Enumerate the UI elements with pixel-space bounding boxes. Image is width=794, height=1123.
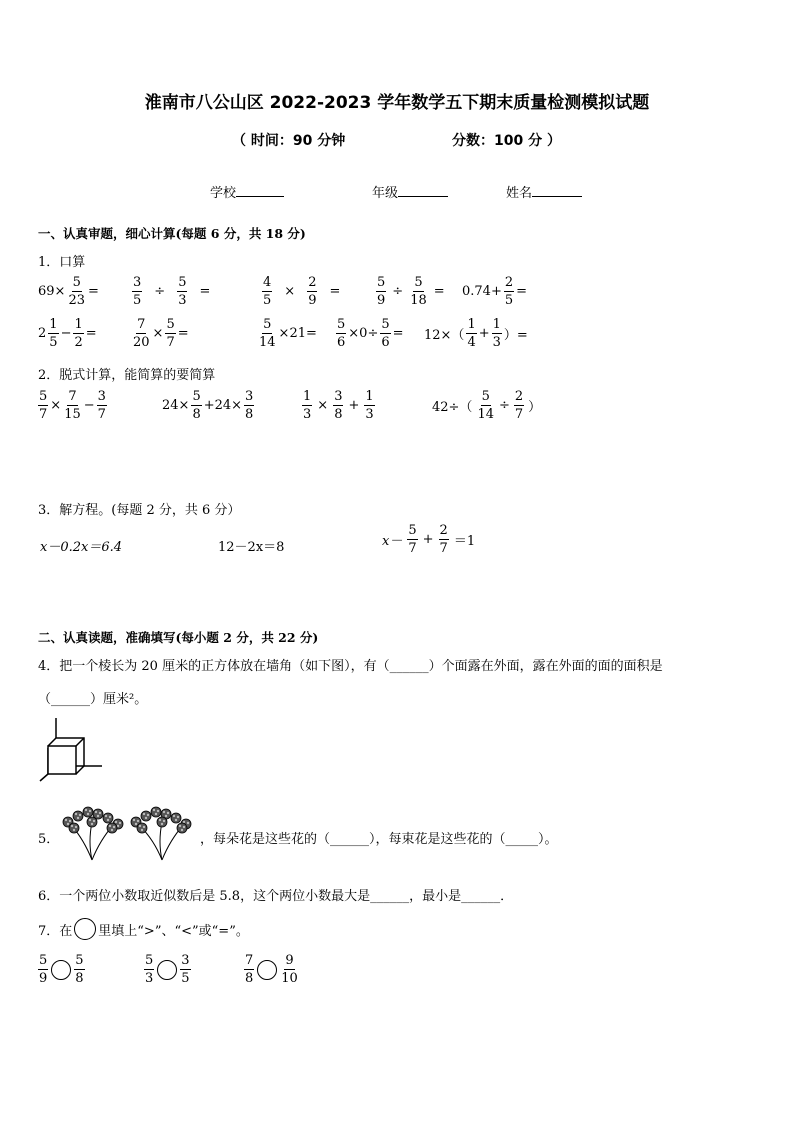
oral-calc-9: $\frac{5}{6}$ ×0÷ $\frac{5}{6}$ =	[337, 317, 404, 350]
answer-circle-2[interactable]	[157, 960, 177, 980]
oral-calc-5: 0.74+ $\frac{2}{5}$ =	[462, 275, 528, 308]
compare-1: $\frac{5}{9}$ $\frac{5}{8}$	[39, 953, 84, 986]
score-label: 分数：100 分 ）	[452, 133, 561, 149]
oral-calc-10: 12×（ $\frac{1}{4}$ + $\frac{1}{3}$ ）=	[424, 317, 528, 350]
equation-2: 12－2x＝8	[218, 540, 285, 555]
q6-text: 6．一个两位小数取近似数后是 5.8，这个两位小数最大是______，最小是______．	[38, 889, 514, 904]
section1-heading: 一、认真审题，细心计算(每题 6 分，共 18 分)	[38, 226, 306, 241]
answer-circle-1[interactable]	[51, 960, 71, 980]
q4-line1: 4．把一个棱长为 20 厘米的正方体放在墙角（如下图），有（______）个面露在外面，露在外面的面的面积是	[38, 659, 663, 674]
oral-calc-4: $\frac{5}{9}$ ÷ $\frac{5}{18}$ =	[377, 275, 445, 308]
equation-1: x－0.2x＝6.4	[40, 540, 123, 555]
step-calc-2: 24× $\frac{5}{8}$ +24× $\frac{3}{8}$	[162, 389, 254, 422]
q1-label: 1．口算	[38, 255, 86, 270]
step-calc-3: $\frac{1}{3}$ × $\frac{3}{8}$ + $\frac{1}{3}$	[303, 389, 374, 422]
oral-calc-8: $\frac{5}{14}$ ×21=	[259, 317, 317, 350]
cube-corner-figure	[36, 718, 106, 782]
compare-2: $\frac{5}{3}$ $\frac{3}{5}$	[145, 953, 190, 986]
oral-calc-2: $\frac{3}{5}$ ÷ $\frac{5}{3}$ =	[133, 275, 211, 308]
oral-calc-3: $\frac{4}{5}$ × $\frac{2}{9}$ =	[263, 275, 341, 308]
q7-label: 7．在 里填上“>”、“<”或“=”。	[38, 918, 249, 940]
step-calc-4: 42÷（ $\frac{5}{14}$ ÷ $\frac{2}{7}$ ）	[432, 389, 542, 422]
oral-calc-7: $\frac{7}{20}$ × $\frac{5}{7}$ =	[133, 317, 189, 350]
q3-label: 3．解方程。(每题 2 分，共 6 分）	[38, 503, 241, 518]
answer-circle-3[interactable]	[257, 960, 277, 980]
equation-3: x－ $\frac{5}{7}$ + $\frac{2}{7}$ ＝1	[382, 523, 476, 556]
school-field[interactable]: 学校	[210, 182, 284, 201]
oral-calc-6: 2 $\frac{1}{5}$ − $\frac{1}{2}$ =	[38, 317, 97, 350]
grade-field[interactable]: 年级	[372, 182, 448, 201]
compare-circle-icon	[74, 918, 96, 940]
q5-text: ，每朵花是这些花的（______），每束花是这些花的（_____）。	[200, 832, 558, 847]
q5-number: 5．	[38, 832, 60, 847]
section2-heading: 二、认真读题，准确填写(每小题 2 分，共 22 分)	[38, 630, 319, 645]
flower-bouquets-image	[58, 804, 198, 862]
step-calc-1: $\frac{5}{7}$ × $\frac{7}{15}$ − $\frac{3}{7}$	[39, 389, 106, 422]
name-field[interactable]: 姓名	[506, 182, 582, 201]
q2-label: 2．脱式计算，能简算的要简算	[38, 368, 216, 383]
oral-calc-1: 69× $\frac{5}{23}$ =	[38, 275, 99, 308]
q4-line2: （______）厘米²。	[38, 692, 148, 707]
page-title: 淮南市八公山区 2022-2023 学年数学五下期末质量检测模拟试题	[144, 93, 650, 113]
compare-3: $\frac{7}{8}$ $\frac{9}{10}$	[245, 953, 298, 986]
time-label: （ 时间：90 分钟	[232, 133, 346, 149]
